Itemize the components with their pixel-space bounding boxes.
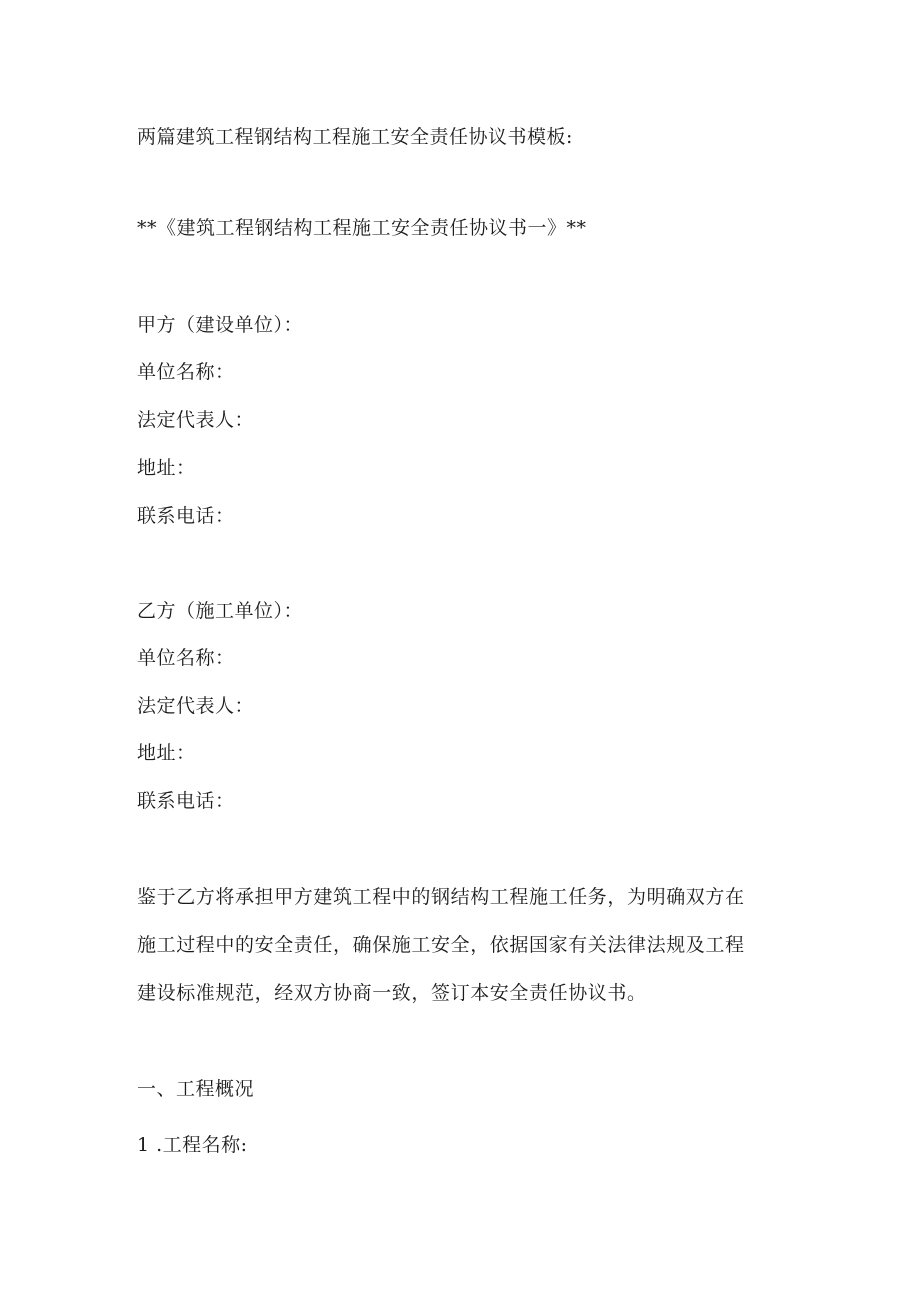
party-a-name-label: 单位名称： <box>137 361 235 383</box>
party-b-address-label: 地址： <box>137 742 196 764</box>
party-b-heading: 乙方（施工单位）： <box>137 600 304 622</box>
party-b-phone-label: 联系电话： <box>137 790 235 812</box>
party-a-heading: 甲方（建设单位）： <box>137 314 304 336</box>
intro-line: 施工过程中的安全责任，确保施工安全，依据国家有关法律法规及工程 <box>137 934 745 956</box>
intro-line: 鉴于乙方将承担甲方建筑工程中的钢结构工程施工任务，为明确双方在 <box>137 886 745 908</box>
party-a-address-label: 地址： <box>137 457 196 479</box>
party-b-representative-label: 法定代表人： <box>137 695 255 717</box>
party-a-representative-label: 法定代表人： <box>137 409 255 431</box>
intro-paragraph <box>137 873 777 1017</box>
section-1-heading: 一、工程概况 <box>137 1078 255 1100</box>
agreement-subtitle: **《建筑工程钢结构工程施工安全责任协议书一》** <box>137 217 587 239</box>
intro-line: 建设标准规范，经双方协商一致，签订本安全责任协议书。 <box>137 982 647 1004</box>
party-b-name-label: 单位名称： <box>137 647 235 669</box>
item-project-name: 1 .工程名称: <box>137 1134 248 1156</box>
document-main-title: 两篇建筑工程钢结构工程施工安全责任协议书模板: <box>137 126 573 148</box>
party-a-phone-label: 联系电话： <box>137 505 235 527</box>
